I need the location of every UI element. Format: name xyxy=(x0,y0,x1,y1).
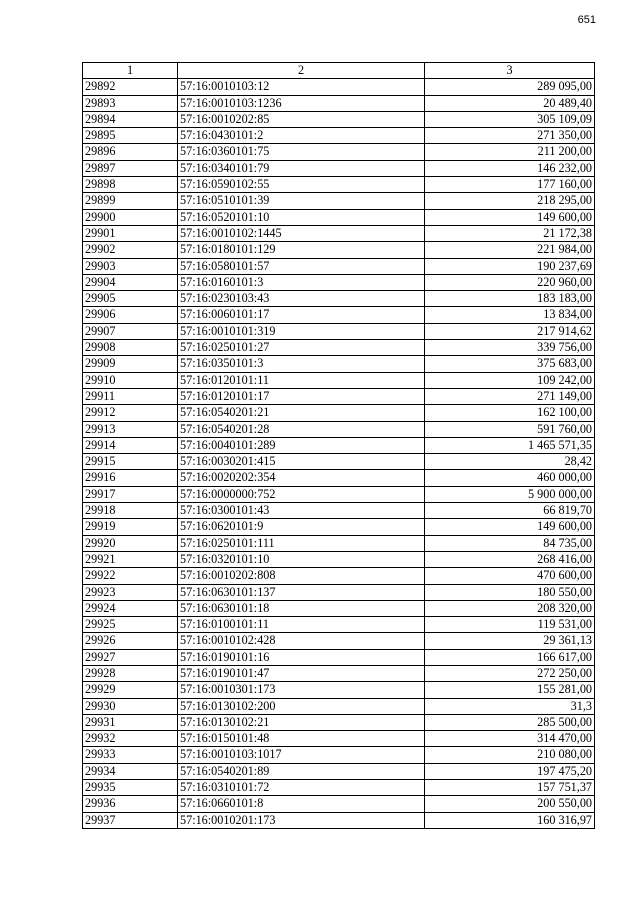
table-row xyxy=(83,600,595,616)
cadastral-number: 57:16:0010101:319 xyxy=(178,323,425,339)
cadastral-number: 57:16:0010103:1017 xyxy=(178,747,425,763)
row-number: 29899 xyxy=(83,193,178,209)
cadastral-value: 162 100,00 xyxy=(425,405,595,421)
cadastral-value: 285 500,00 xyxy=(425,714,595,730)
cadastral-value: 591 760,00 xyxy=(425,421,595,437)
cadastral-value: 1 465 571,35 xyxy=(425,437,595,453)
cadastral-value: 217 914,62 xyxy=(425,323,595,339)
cadastral-value: 268 416,00 xyxy=(425,551,595,567)
cadastral-value: 271 350,00 xyxy=(425,128,595,144)
row-number: 29892 xyxy=(83,79,178,95)
cadastral-value: 190 237,69 xyxy=(425,258,595,274)
row-number: 29931 xyxy=(83,714,178,730)
table-row xyxy=(83,682,595,698)
table-row xyxy=(83,503,595,519)
cadastral-number: 57:16:0010102:1445 xyxy=(178,225,425,241)
table-row xyxy=(83,388,595,404)
cadastral-number: 57:16:0230103:43 xyxy=(178,291,425,307)
row-number: 29912 xyxy=(83,405,178,421)
cadastral-number: 57:16:0160101:3 xyxy=(178,274,425,290)
cadastral-value: 208 320,00 xyxy=(425,600,595,616)
cadastral-value: 13 834,00 xyxy=(425,307,595,323)
cadastral-value: 119 531,00 xyxy=(425,617,595,633)
row-number: 29897 xyxy=(83,160,178,176)
cadastral-value: 157 751,37 xyxy=(425,780,595,796)
table-row xyxy=(83,519,595,535)
table-row xyxy=(83,551,595,567)
cadastral-value-table xyxy=(82,62,595,829)
cadastral-number: 57:16:0300101:43 xyxy=(178,503,425,519)
cadastral-value: 180 550,00 xyxy=(425,584,595,600)
row-number: 29918 xyxy=(83,503,178,519)
table-row xyxy=(83,242,595,258)
cadastral-number: 57:16:0350101:3 xyxy=(178,356,425,372)
table-header-row xyxy=(83,63,595,79)
cadastral-number: 57:16:0630101:18 xyxy=(178,600,425,616)
row-number: 29910 xyxy=(83,372,178,388)
table-row xyxy=(83,747,595,763)
table-row xyxy=(83,486,595,502)
table-row xyxy=(83,209,595,225)
column-header-2: 2 xyxy=(178,63,425,79)
cadastral-value: 211 200,00 xyxy=(425,144,595,160)
row-number: 29925 xyxy=(83,617,178,633)
row-number: 29908 xyxy=(83,340,178,356)
cadastral-number: 57:16:0430101:2 xyxy=(178,128,425,144)
table-row xyxy=(83,763,595,779)
table-row xyxy=(83,568,595,584)
column-header-1: 1 xyxy=(83,63,178,79)
row-number: 29923 xyxy=(83,584,178,600)
table-row xyxy=(83,356,595,372)
row-number: 29933 xyxy=(83,747,178,763)
table-row xyxy=(83,160,595,176)
cadastral-number: 57:16:0010102:428 xyxy=(178,633,425,649)
cadastral-value: 210 080,00 xyxy=(425,747,595,763)
cadastral-number: 57:16:0150101:48 xyxy=(178,731,425,747)
row-number: 29913 xyxy=(83,421,178,437)
table-row xyxy=(83,95,595,111)
row-number: 29905 xyxy=(83,291,178,307)
table-row xyxy=(83,144,595,160)
cadastral-number: 57:16:0180101:129 xyxy=(178,242,425,258)
cadastral-value: 271 149,00 xyxy=(425,388,595,404)
table-row xyxy=(83,274,595,290)
cadastral-number: 57:16:0540201:89 xyxy=(178,763,425,779)
row-number: 29922 xyxy=(83,568,178,584)
cadastral-value: 149 600,00 xyxy=(425,209,595,225)
row-number: 29900 xyxy=(83,209,178,225)
table-row xyxy=(83,437,595,453)
table-row xyxy=(83,405,595,421)
table-row xyxy=(83,780,595,796)
table-row xyxy=(83,79,595,95)
table-row xyxy=(83,454,595,470)
row-number: 29895 xyxy=(83,128,178,144)
table-row xyxy=(83,193,595,209)
row-number: 29893 xyxy=(83,95,178,111)
row-number: 29896 xyxy=(83,144,178,160)
table-row xyxy=(83,633,595,649)
cadastral-number: 57:16:0320101:10 xyxy=(178,551,425,567)
cadastral-number: 57:16:0310101:72 xyxy=(178,780,425,796)
cadastral-number: 57:16:0000000:752 xyxy=(178,486,425,502)
cadastral-number: 57:16:0010301:173 xyxy=(178,682,425,698)
cadastral-value: 84 735,00 xyxy=(425,535,595,551)
cadastral-value: 28,42 xyxy=(425,454,595,470)
cadastral-value: 21 172,38 xyxy=(425,225,595,241)
cadastral-value: 20 489,40 xyxy=(425,95,595,111)
cadastral-number: 57:16:0130102:200 xyxy=(178,698,425,714)
cadastral-value: 221 984,00 xyxy=(425,242,595,258)
row-number: 29924 xyxy=(83,600,178,616)
table-row xyxy=(83,698,595,714)
row-number: 29907 xyxy=(83,323,178,339)
cadastral-number: 57:16:0590102:55 xyxy=(178,177,425,193)
cadastral-value: 197 475,20 xyxy=(425,763,595,779)
cadastral-value: 155 281,00 xyxy=(425,682,595,698)
cadastral-value: 29 361,13 xyxy=(425,633,595,649)
row-number: 29926 xyxy=(83,633,178,649)
cadastral-number: 57:16:0030201:415 xyxy=(178,454,425,470)
cadastral-number: 57:16:0340101:79 xyxy=(178,160,425,176)
cadastral-number: 57:16:0010103:12 xyxy=(178,79,425,95)
row-number: 29921 xyxy=(83,551,178,567)
cadastral-number: 57:16:0540201:28 xyxy=(178,421,425,437)
cadastral-number: 57:16:0040101:289 xyxy=(178,437,425,453)
table-row xyxy=(83,307,595,323)
table-row xyxy=(83,421,595,437)
table-row xyxy=(83,225,595,241)
cadastral-value: 109 242,00 xyxy=(425,372,595,388)
table-row xyxy=(83,258,595,274)
table-row xyxy=(83,535,595,551)
cadastral-number: 57:16:0130102:21 xyxy=(178,714,425,730)
cadastral-value: 375 683,00 xyxy=(425,356,595,372)
cadastral-value: 470 600,00 xyxy=(425,568,595,584)
row-number: 29929 xyxy=(83,682,178,698)
table-row xyxy=(83,584,595,600)
cadastral-number: 57:16:0010202:808 xyxy=(178,568,425,584)
row-number: 29928 xyxy=(83,665,178,681)
cadastral-number: 57:16:0360101:75 xyxy=(178,144,425,160)
row-number: 29936 xyxy=(83,796,178,812)
row-number: 29917 xyxy=(83,486,178,502)
table-row xyxy=(83,470,595,486)
row-number: 29903 xyxy=(83,258,178,274)
table-row xyxy=(83,617,595,633)
cadastral-number: 57:16:0250101:27 xyxy=(178,340,425,356)
table-row xyxy=(83,340,595,356)
cadastral-number: 57:16:0120101:11 xyxy=(178,372,425,388)
cadastral-number: 57:16:0630101:137 xyxy=(178,584,425,600)
row-number: 29916 xyxy=(83,470,178,486)
cadastral-number: 57:16:0060101:17 xyxy=(178,307,425,323)
table-row xyxy=(83,291,595,307)
row-number: 29919 xyxy=(83,519,178,535)
row-number: 29927 xyxy=(83,649,178,665)
row-number: 29906 xyxy=(83,307,178,323)
cadastral-value: 146 232,00 xyxy=(425,160,595,176)
cadastral-number: 57:16:0250101:111 xyxy=(178,535,425,551)
table-row xyxy=(83,111,595,127)
row-number: 29909 xyxy=(83,356,178,372)
table-row xyxy=(83,812,595,828)
cadastral-number: 57:16:0510101:39 xyxy=(178,193,425,209)
row-number: 29934 xyxy=(83,763,178,779)
cadastral-number: 57:16:0010202:85 xyxy=(178,111,425,127)
row-number: 29902 xyxy=(83,242,178,258)
page-number: 651 xyxy=(577,14,596,26)
cadastral-number: 57:16:0520101:10 xyxy=(178,209,425,225)
cadastral-value: 66 819,70 xyxy=(425,503,595,519)
cadastral-value: 272 250,00 xyxy=(425,665,595,681)
cadastral-value: 305 109,09 xyxy=(425,111,595,127)
cadastral-value: 183 183,00 xyxy=(425,291,595,307)
cadastral-value: 339 756,00 xyxy=(425,340,595,356)
row-number: 29930 xyxy=(83,698,178,714)
table-row xyxy=(83,796,595,812)
cadastral-value: 200 550,00 xyxy=(425,796,595,812)
cadastral-value: 220 960,00 xyxy=(425,274,595,290)
cadastral-number: 57:16:0100101:11 xyxy=(178,617,425,633)
cadastral-number: 57:16:0010201:173 xyxy=(178,812,425,828)
table-row xyxy=(83,372,595,388)
cadastral-value: 5 900 000,00 xyxy=(425,486,595,502)
row-number: 29898 xyxy=(83,177,178,193)
table-row xyxy=(83,128,595,144)
cadastral-number: 57:16:0580101:57 xyxy=(178,258,425,274)
row-number: 29911 xyxy=(83,388,178,404)
cadastral-number: 57:16:0010103:1236 xyxy=(178,95,425,111)
cadastral-value: 166 617,00 xyxy=(425,649,595,665)
cadastral-number: 57:16:0660101:8 xyxy=(178,796,425,812)
row-number: 29915 xyxy=(83,454,178,470)
column-header-3: 3 xyxy=(425,63,595,79)
row-number: 29935 xyxy=(83,780,178,796)
cadastral-number: 57:16:0540201:21 xyxy=(178,405,425,421)
table-row xyxy=(83,649,595,665)
row-number: 29894 xyxy=(83,111,178,127)
row-number: 29920 xyxy=(83,535,178,551)
table-row xyxy=(83,665,595,681)
cadastral-value: 460 000,00 xyxy=(425,470,595,486)
row-number: 29937 xyxy=(83,812,178,828)
table-body xyxy=(83,79,595,829)
cadastral-value: 31,3 xyxy=(425,698,595,714)
table-row xyxy=(83,731,595,747)
table-row xyxy=(83,323,595,339)
cadastral-number: 57:16:0620101:9 xyxy=(178,519,425,535)
cadastral-number: 57:16:0190101:16 xyxy=(178,649,425,665)
table-row xyxy=(83,177,595,193)
cadastral-number: 57:16:0020202:354 xyxy=(178,470,425,486)
cadastral-value: 177 160,00 xyxy=(425,177,595,193)
cadastral-value: 289 095,00 xyxy=(425,79,595,95)
row-number: 29904 xyxy=(83,274,178,290)
cadastral-value: 149 600,00 xyxy=(425,519,595,535)
cadastral-number: 57:16:0190101:47 xyxy=(178,665,425,681)
cadastral-value: 218 295,00 xyxy=(425,193,595,209)
row-number: 29914 xyxy=(83,437,178,453)
cadastral-number: 57:16:0120101:17 xyxy=(178,388,425,404)
cadastral-value: 160 316,97 xyxy=(425,812,595,828)
row-number: 29901 xyxy=(83,225,178,241)
cadastral-value: 314 470,00 xyxy=(425,731,595,747)
row-number: 29932 xyxy=(83,731,178,747)
table-row xyxy=(83,714,595,730)
